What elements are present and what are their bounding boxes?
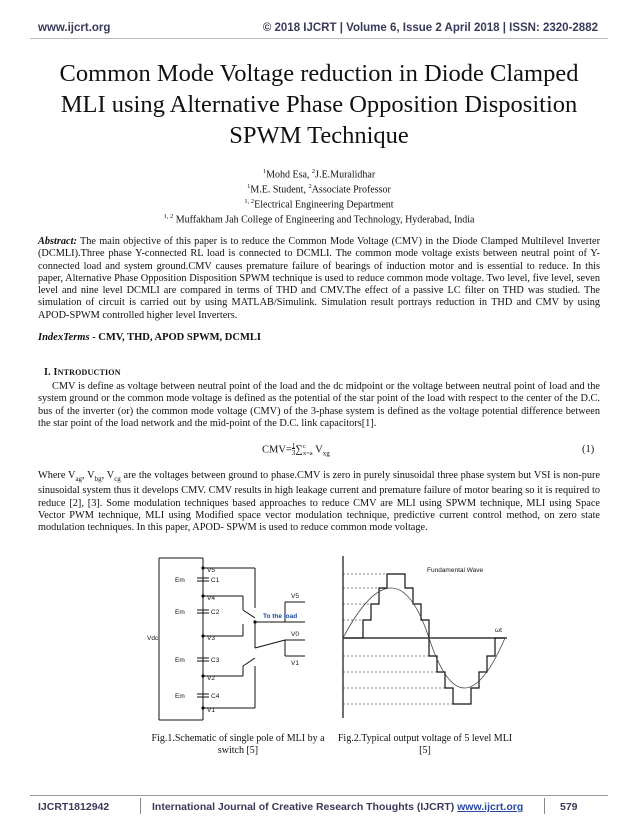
index-terms-label: IndexTerms xyxy=(38,332,90,343)
text-span: Where V xyxy=(38,470,76,481)
label-c2: C2 xyxy=(211,609,220,616)
author-roles xyxy=(40,180,598,196)
section-heading-introduction xyxy=(44,367,121,378)
label-em-2: Em xyxy=(175,609,185,616)
equation-sum-top: c xyxy=(302,443,306,450)
author-name-1: Mohd Esa, xyxy=(266,169,312,181)
section-first-letter: I xyxy=(53,367,58,378)
paper-title: Common Mode Voltage reduction in Diode Clamped MLI using Alternative Phase Opposition Disposition SPWM Technique xyxy=(59,60,579,149)
figure-1-schematic xyxy=(145,548,330,728)
equation-frac-den: 3 xyxy=(291,449,296,457)
abstract-label: Abstract: xyxy=(38,236,77,247)
abstract xyxy=(38,236,600,322)
text-span: , V xyxy=(82,470,95,481)
figure-1-caption: Fig.1.Schematic of single pole of MLI by a switch [5] xyxy=(151,733,325,756)
label-v2-left: V2 xyxy=(207,675,215,682)
equation-number: (1) xyxy=(582,444,595,455)
header-issue-info: © 2018 IJCRT | Volume 6, Issue 2 April 2018 | ISSN: 2320-2882 xyxy=(262,22,598,34)
section-rest: NTRODUCTION xyxy=(57,368,121,377)
equation-sum-bot: x=a xyxy=(302,450,313,457)
equation-lhs: CMV= xyxy=(262,444,292,456)
subscript: ag xyxy=(75,475,83,484)
footer-url-link[interactable]: www.ijcrt.org xyxy=(457,801,524,813)
label-em-4: Em xyxy=(175,693,185,700)
figure-2-caption: Fig.2.Typical output voltage of 5 level MLI [5] xyxy=(337,733,513,756)
equation-cmv xyxy=(262,443,330,458)
author-name-2: J.E.Muralidhar xyxy=(315,169,376,181)
author-sup: 1, 2 xyxy=(244,198,255,205)
author-sup: 2 xyxy=(308,183,312,190)
equation-frac-num: 1 xyxy=(291,442,296,450)
equation-term: V xyxy=(312,444,323,456)
footer-separator xyxy=(140,798,141,814)
intro-paragraph-2 xyxy=(38,470,600,535)
label-c3: C3 xyxy=(211,657,220,664)
label-c4: C4 xyxy=(211,693,220,700)
text-span: , V xyxy=(101,470,115,481)
author-department xyxy=(40,195,598,211)
footer-journal xyxy=(152,801,523,813)
author-role-2: Associate Professor xyxy=(311,184,391,196)
equation-sum: ∑ xyxy=(295,444,303,456)
intro-paragraph-1-text: CMV is define as voltage between neutral point of the load and the dc midpoint or the voltage between neutral point of load and the system ground or the common mode voltage is defined as the potential of the star point of the load with respect to the center of the D.C. bus of the inverter (or) the common mode voltage (CMV) of the 3-phase system is defined as the voltage potential difference between the star point of the load network and the mid-point of the D.C. link capacitors[1]. xyxy=(38,381,600,429)
author-sup: 1, 2 xyxy=(163,213,174,220)
label-v4-left: V4 xyxy=(207,595,215,602)
footer-paper-id: IJCRT1812942 xyxy=(38,801,110,813)
label-v3-left: V3 xyxy=(207,635,215,642)
label-to-the-load: To the load xyxy=(263,613,298,620)
label-v1-left: V1 xyxy=(207,707,215,714)
footer-rule xyxy=(30,795,608,796)
department-text: Electrical Engineering Department xyxy=(254,199,394,211)
label-v1-right: V1 xyxy=(291,660,299,667)
footer-separator xyxy=(544,798,545,814)
label-vdc: Vdc xyxy=(147,635,159,642)
label-em-1: Em xyxy=(175,577,185,584)
author-names xyxy=(40,165,598,181)
section-number: I. xyxy=(44,367,54,378)
text-span: are the voltages between ground to phase.CMV is zero in purely sinusoidal three phase system but VSI is non-pure sinusoidal system thus it develops CMV. CMV results in high leakage current and premature failure of motor bearing so it is required to reduce [2], [3]. Some modulation techniques based approaches to reduce CMV are MLI using SPWM technique, MLI using Space Vector PWM technique, MLI using Modified space vector modulation technique, predictive current control method, on zero state modulation techniques. In this paper, APOD- SPWM is used to reduce common mode voltage. xyxy=(38,470,601,534)
label-c1: C1 xyxy=(211,577,220,584)
figure-2-output-voltage xyxy=(335,548,515,726)
index-terms xyxy=(38,332,261,343)
abstract-text: The main objective of this paper is to reduce the Common Mode Voltage (CMV) in the Diode Clamped Multilevel Inverter (DCMLI).Three phase Y-connected RL load is connected to DCMLI. The common mode voltage exists between neutral point of Y-connected load and system ground.CMV causes premature failure of bearings of induction motor and is essential to reduce. In this paper, Alternative Phase Opposition Disposition SPWM technique is used to reduce common mode voltage. Two level, five level, seven level and nine level DCMLI are compared in terms of THD and CMV.The effect of a passive LC filter on THD was studied. The simulation of circuit is carried out by using MATLAB/Simulink. Simulation result portrays reduction in THD and CMV by using APOD-SPWM controlled higher level Inverters. xyxy=(38,236,600,321)
author-sup: 1 xyxy=(262,168,267,175)
author-role-1: M.E. Student, xyxy=(250,184,309,196)
index-terms-text: - CMV, THD, APOD SPWM, DCMLI xyxy=(89,332,261,343)
label-v5-right: V5 xyxy=(291,593,299,600)
author-college xyxy=(40,210,598,226)
label-v0: V0 xyxy=(291,631,299,638)
label-fundamental-wave: Fundamental Wave xyxy=(427,567,484,574)
author-sup: 2 xyxy=(311,168,316,175)
author-sup: 1 xyxy=(247,183,251,190)
footer-page-number: 579 xyxy=(560,801,578,813)
intro-paragraph-1 xyxy=(38,381,600,430)
college-text: Muffakham Jah College of Engineering and Technology, Hyderabad, India xyxy=(173,214,475,226)
label-wt: ωt xyxy=(495,627,502,634)
equation-term-sub: xg xyxy=(322,449,330,458)
subscript: bg xyxy=(94,475,102,484)
label-v5-left: V5 xyxy=(207,567,215,574)
label-em-3: Em xyxy=(175,657,185,664)
header-rule xyxy=(30,38,608,39)
footer-journal-name: International Journal of Creative Research Thoughts (IJCRT) xyxy=(152,801,458,813)
header-website[interactable]: www.ijcrt.org xyxy=(38,22,111,34)
subscript: cg xyxy=(114,475,121,484)
